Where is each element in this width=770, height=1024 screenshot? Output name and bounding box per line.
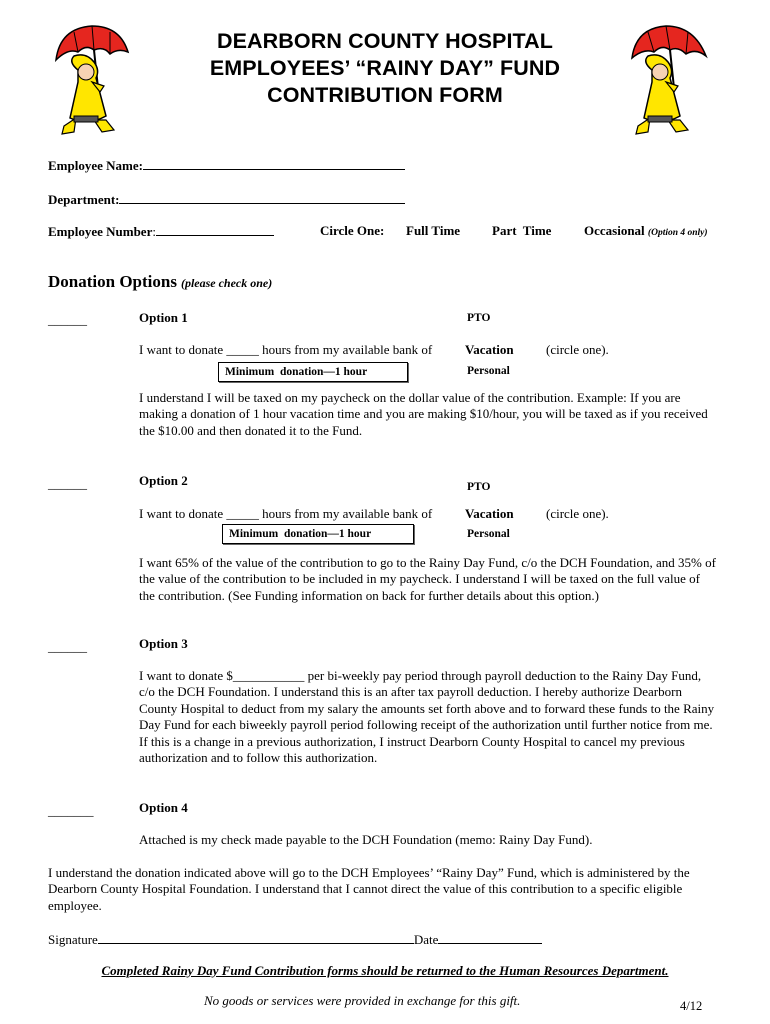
- date-label: Date: [413, 932, 439, 947]
- option1-title: Option 1: [139, 310, 188, 325]
- department-row: [48, 191, 405, 208]
- form-title: [180, 28, 590, 109]
- option4-text: Attached is my check made payable to the DCH Foundation (memo: Rainy Day Fund).: [139, 832, 593, 847]
- acknowledgement-text: I understand the donation indicated above will go to the DCH Employees’ “Rainy Day” Fund, which is administered by the Dearborn County Hospital Foundation. I understand that I cannot direct the value of this contribution to a specific eligible employee.: [48, 865, 690, 913]
- option1-pto[interactable]: PTO: [467, 312, 491, 324]
- title-line-1: DEARBORN COUNTY HOSPITAL: [216, 29, 554, 53]
- occasional-option[interactable]: [584, 223, 708, 241]
- donation-options-heading: [48, 272, 272, 292]
- mascot-right-icon: [616, 22, 716, 140]
- employee-number-label: Employee Number: [48, 224, 153, 239]
- option1-circle-note: (circle one).: [546, 342, 609, 357]
- option2-vacation[interactable]: Vacation: [465, 506, 514, 521]
- option4-checkbox[interactable]: _______: [48, 803, 94, 818]
- date-field[interactable]: [438, 931, 542, 944]
- revision-code: 4/12: [680, 999, 703, 1013]
- option4-title: Option 4: [139, 800, 188, 815]
- option1-checkbox[interactable]: ______: [48, 312, 87, 327]
- option2-circle-note: (circle one).: [546, 506, 609, 521]
- no-goods-note: No goods or services were provided in exchange for this gift.: [204, 993, 521, 1008]
- option2-text: I want 65% of the value of the contribution to go to the Rainy Day Fund, c/o the DCH Foundation, and 35% of the value of the contribution to be included in my paycheck. I understand I will be taxed on the full value of the contribution. (See Funding information on back for further details about this option.): [139, 555, 716, 603]
- occasional-note: (Option 4 only): [647, 228, 708, 238]
- signature-row: [48, 931, 542, 948]
- option3-text: I want to donate $___________ per bi-weekly pay period through payroll deduction to the Rainy Day Fund, c/o the DCH Foundation. I understand this is an after tax payroll deduction. I hereby authorize Dearborn County Hospital to deduct from my salary the amounts set forth above and to forward these funds to the Rainy Day Fund for each biweekly payroll period following receipt of the authorization until further notice from me. If this is a change in a previous authorization, I instruct Dearborn County Hospital to cancel my previous authorization and to follow this authorization.: [139, 668, 715, 766]
- full-time-option[interactable]: Full Time: [406, 223, 461, 238]
- signature-label: Signature: [48, 932, 98, 947]
- title-line-2: EMPLOYEES’ “RAINY DAY” FUND: [209, 56, 561, 80]
- title-line-3: CONTRIBUTION FORM: [267, 83, 503, 107]
- option2-donate-line: I want to donate _____ hours from my available bank of: [139, 506, 433, 521]
- employee-name-row: [48, 157, 405, 174]
- department-label: Department:: [48, 192, 120, 207]
- option2-title: Option 2: [139, 473, 188, 488]
- donation-heading-text: Donation Options: [48, 272, 177, 291]
- option3-title: Option 3: [139, 636, 188, 651]
- option2-checkbox[interactable]: ______: [48, 476, 87, 491]
- signature-field[interactable]: [98, 931, 414, 944]
- employee-name-label: Employee Name:: [48, 158, 143, 173]
- employee-name-field[interactable]: [143, 157, 405, 170]
- option2-pto[interactable]: PTO: [467, 481, 491, 493]
- employee-number-colon: :: [152, 224, 156, 239]
- part-time-option[interactable]: Part Time: [492, 223, 552, 238]
- option3-checkbox[interactable]: ______: [48, 639, 87, 654]
- option1-vacation[interactable]: Vacation: [465, 342, 514, 357]
- raincoat-icon: [70, 55, 106, 122]
- raincoat-icon: [644, 55, 680, 122]
- option1-donate-line: I want to donate _____ hours from my available bank of: [139, 342, 433, 357]
- circle-one-label: Circle One:: [320, 223, 385, 238]
- mascot-left-icon: [48, 22, 148, 140]
- option1-text: I understand I will be taxed on my paycheck on the dollar value of the contribution. Example: If you are making a donation of 1 hour vacation time and you are making $10/hour, you will be taxed as if you received the $10.00 and then donated it to the Fund.: [139, 390, 708, 438]
- option1-personal[interactable]: Personal: [467, 365, 510, 377]
- employee-number-field[interactable]: [156, 223, 274, 236]
- option2-minimum-box: Minimum donation—1 hour: [222, 524, 414, 544]
- department-field[interactable]: [119, 191, 405, 204]
- return-note: Completed Rainy Day Fund Contribution forms should be returned to the Human Resources Department.: [101, 963, 669, 978]
- occasional-label: Occasional: [584, 223, 645, 238]
- employee-number-row: [48, 223, 274, 240]
- donation-heading-note: (please check one): [180, 276, 273, 290]
- option2-personal[interactable]: Personal: [467, 528, 510, 540]
- option1-minimum-box: Minimum donation—1 hour: [218, 362, 408, 382]
